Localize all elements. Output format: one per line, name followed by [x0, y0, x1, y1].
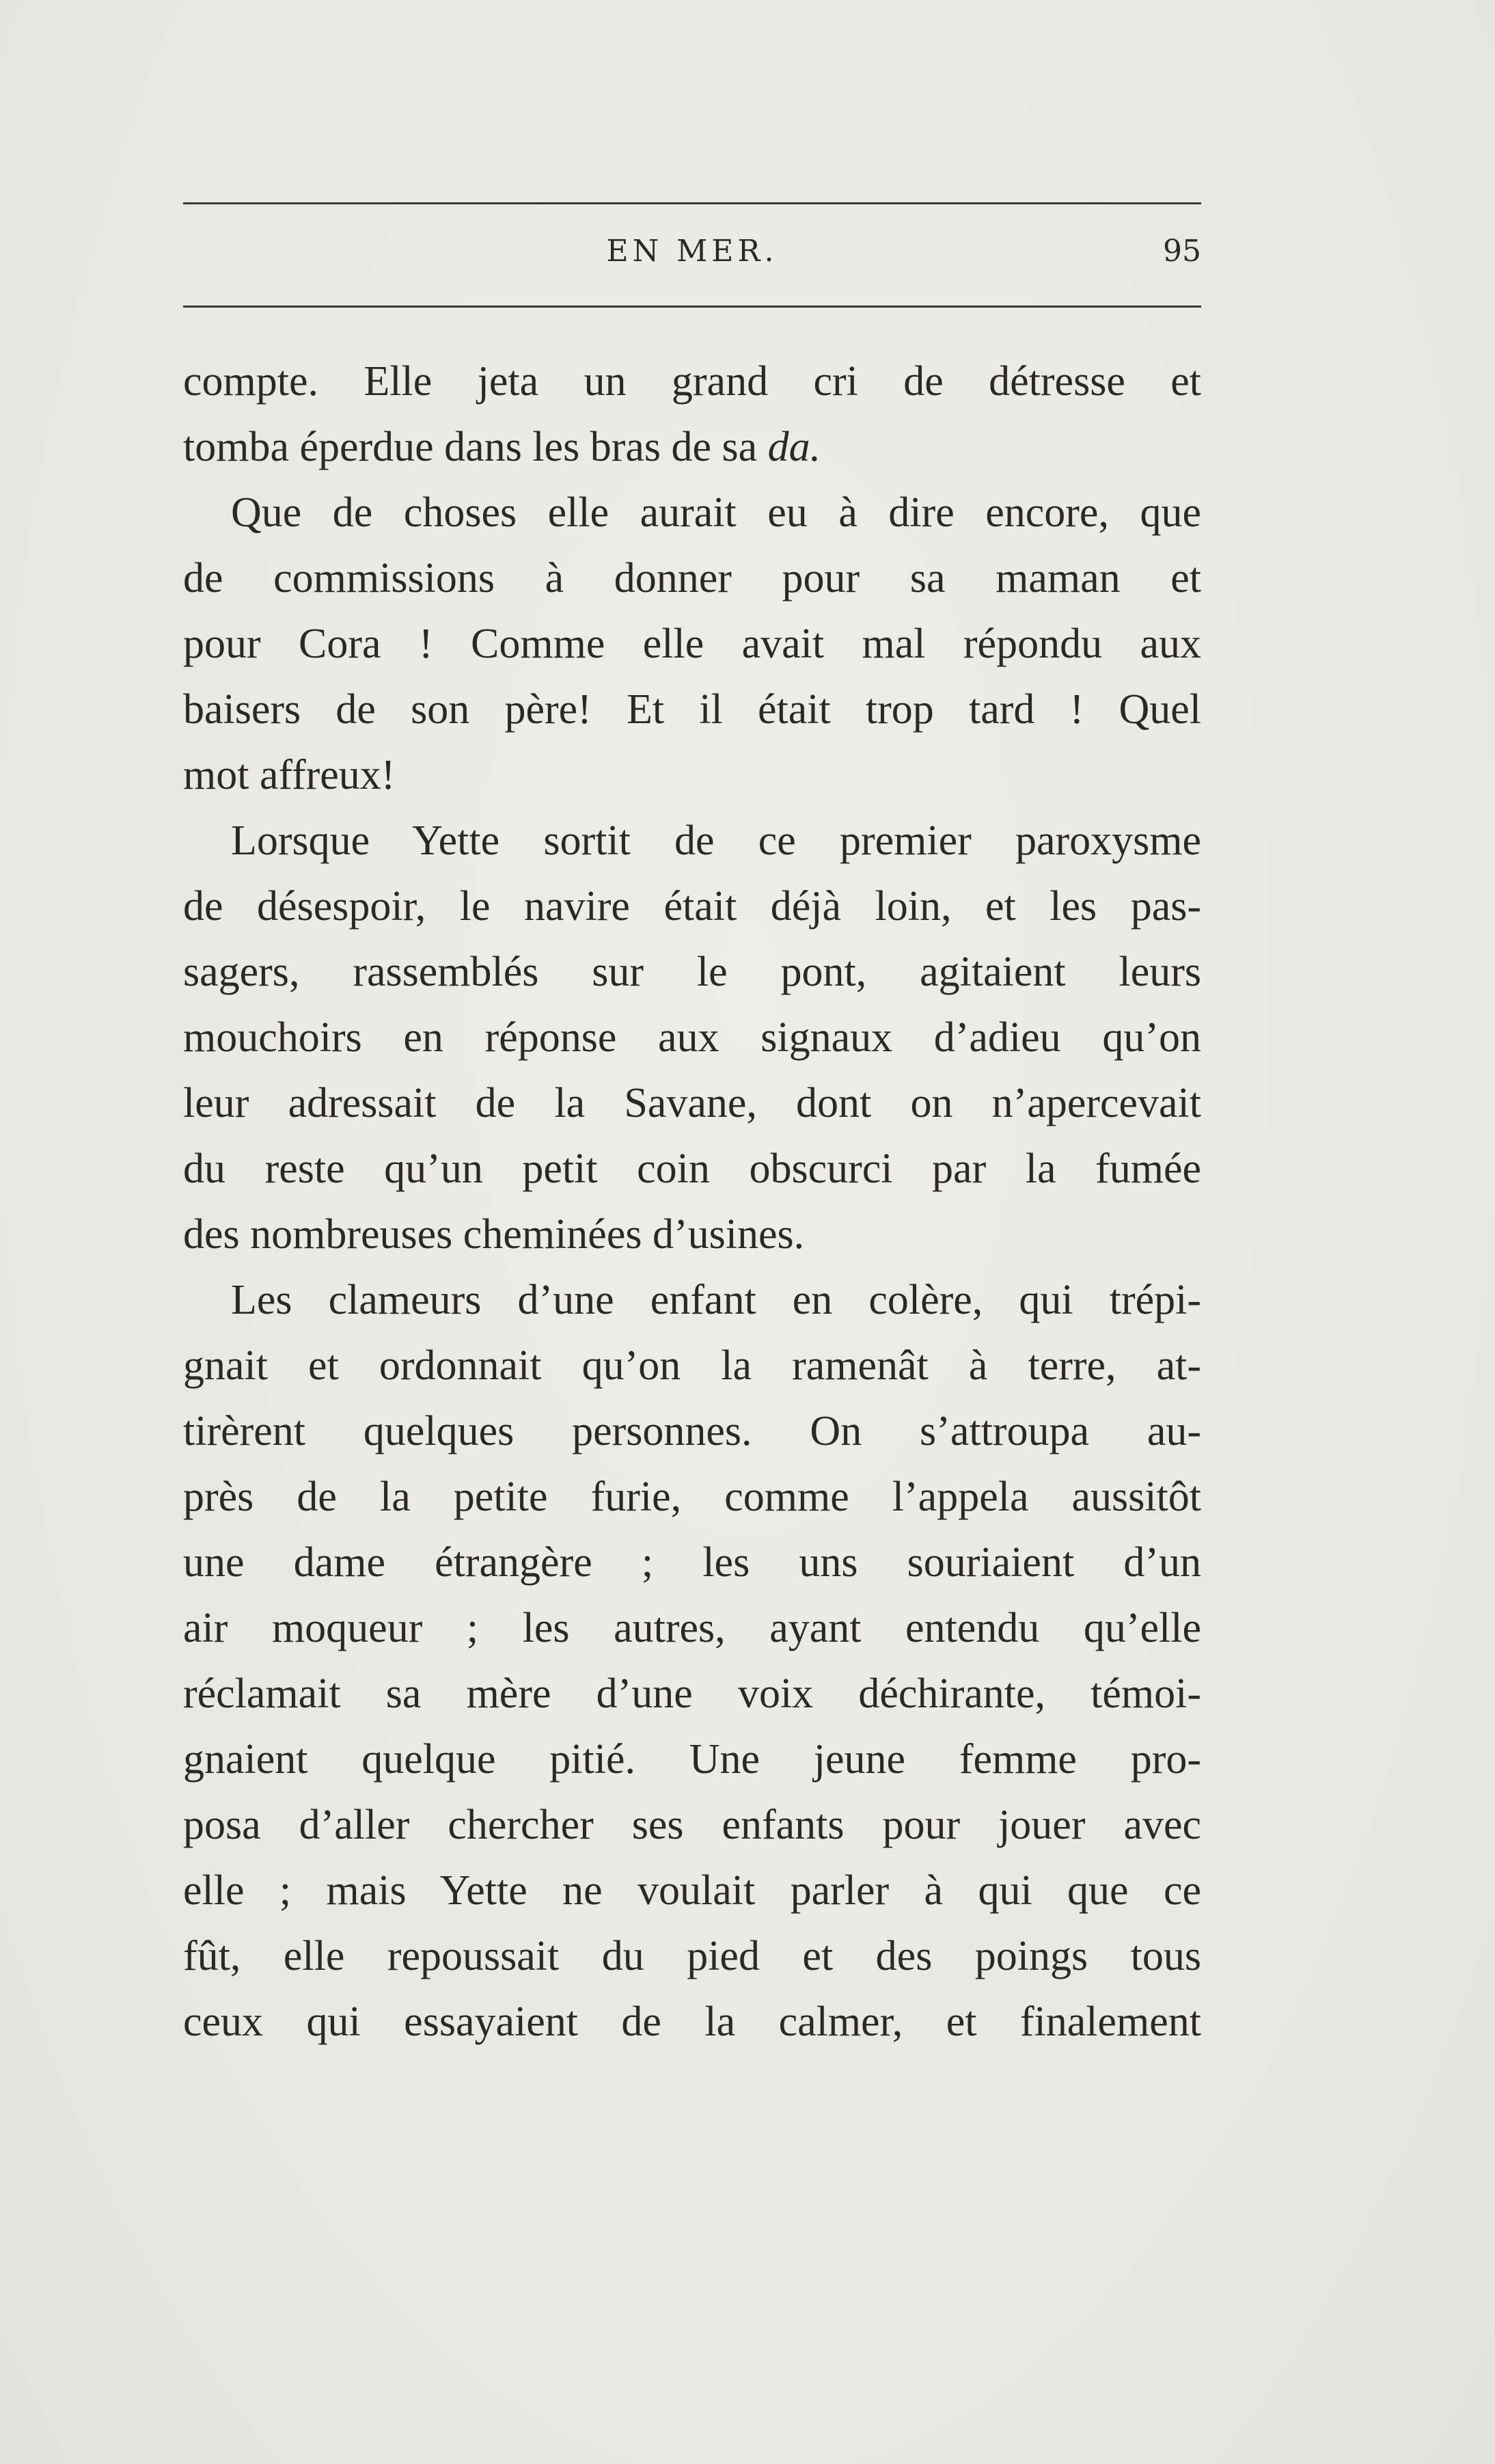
text-line: ceux qui essayaient de la calmer, et finalement	[183, 1999, 1201, 2045]
text-line: gnait et ordonnait qu’on la ramenât à terre, at-	[183, 1342, 1201, 1389]
text-line: air moqueur ; les autres, ayant entendu qu’elle	[183, 1605, 1201, 1651]
running-title: EN MER.	[606, 234, 778, 269]
text-line: fût, elle repoussait du pied et des poings tous	[183, 1933, 1201, 1979]
body-text	[183, 349, 1201, 2055]
text-line: de commissions à donner pour sa maman et	[183, 555, 1201, 601]
text-line: pour Cora ! Comme elle avait mal répondu aux	[183, 621, 1201, 667]
text-line: des nombreuses cheminées d’usines.	[183, 1211, 805, 1258]
text-line: baisers de son père! Et il était trop tard ! Quel	[183, 686, 1201, 733]
text-line: une dame étrangère ; les uns souriaient d’un	[183, 1539, 1201, 1586]
text-line: Lorsque Yette sortit de ce premier paroxysme	[231, 817, 1201, 864]
text-line: elle ; mais Yette ne voulait parler à qui que ce	[183, 1867, 1201, 1914]
text-line: tirèrent quelques personnes. On s’attroupa au-	[183, 1408, 1201, 1454]
text-line: Les clameurs d’une enfant en colère, qui trépi-	[231, 1277, 1201, 1323]
page-number: 95	[1163, 234, 1201, 269]
text-line: mot affreux!	[183, 752, 396, 798]
text-line: tomba éperdue dans les bras de sa da.	[183, 424, 821, 470]
text-line: du reste qu’un petit coin obscurci par la fumée	[183, 1146, 1201, 1192]
text-line: posa d’aller chercher ses enfants pour jouer avec	[183, 1802, 1201, 1848]
text-line: mouchoirs en réponse aux signaux d’adieu qu’on	[183, 1014, 1201, 1061]
text-line: compte. Elle jeta un grand cri de détresse et	[183, 358, 1201, 405]
running-head	[183, 231, 1201, 272]
text-line: sagers, rassemblés sur le pont, agitaient leurs	[183, 949, 1201, 995]
text-line: gnaient quelque pitié. Une jeune femme pro-	[183, 1736, 1201, 1783]
text-line: de désespoir, le navire était déjà loin, et les pas-	[183, 883, 1201, 930]
header-rule-top	[183, 202, 1201, 204]
text-line: Que de choses elle aurait eu à dire encore, que	[231, 489, 1201, 536]
text-line: leur adressait de la Savane, dont on n’apercevait	[183, 1080, 1201, 1126]
text-line: réclamait sa mère d’une voix déchirante, témoi-	[183, 1670, 1201, 1717]
header-rule-bottom	[183, 306, 1201, 308]
text-line: près de la petite furie, comme l’appela aussitôt	[183, 1474, 1201, 1520]
